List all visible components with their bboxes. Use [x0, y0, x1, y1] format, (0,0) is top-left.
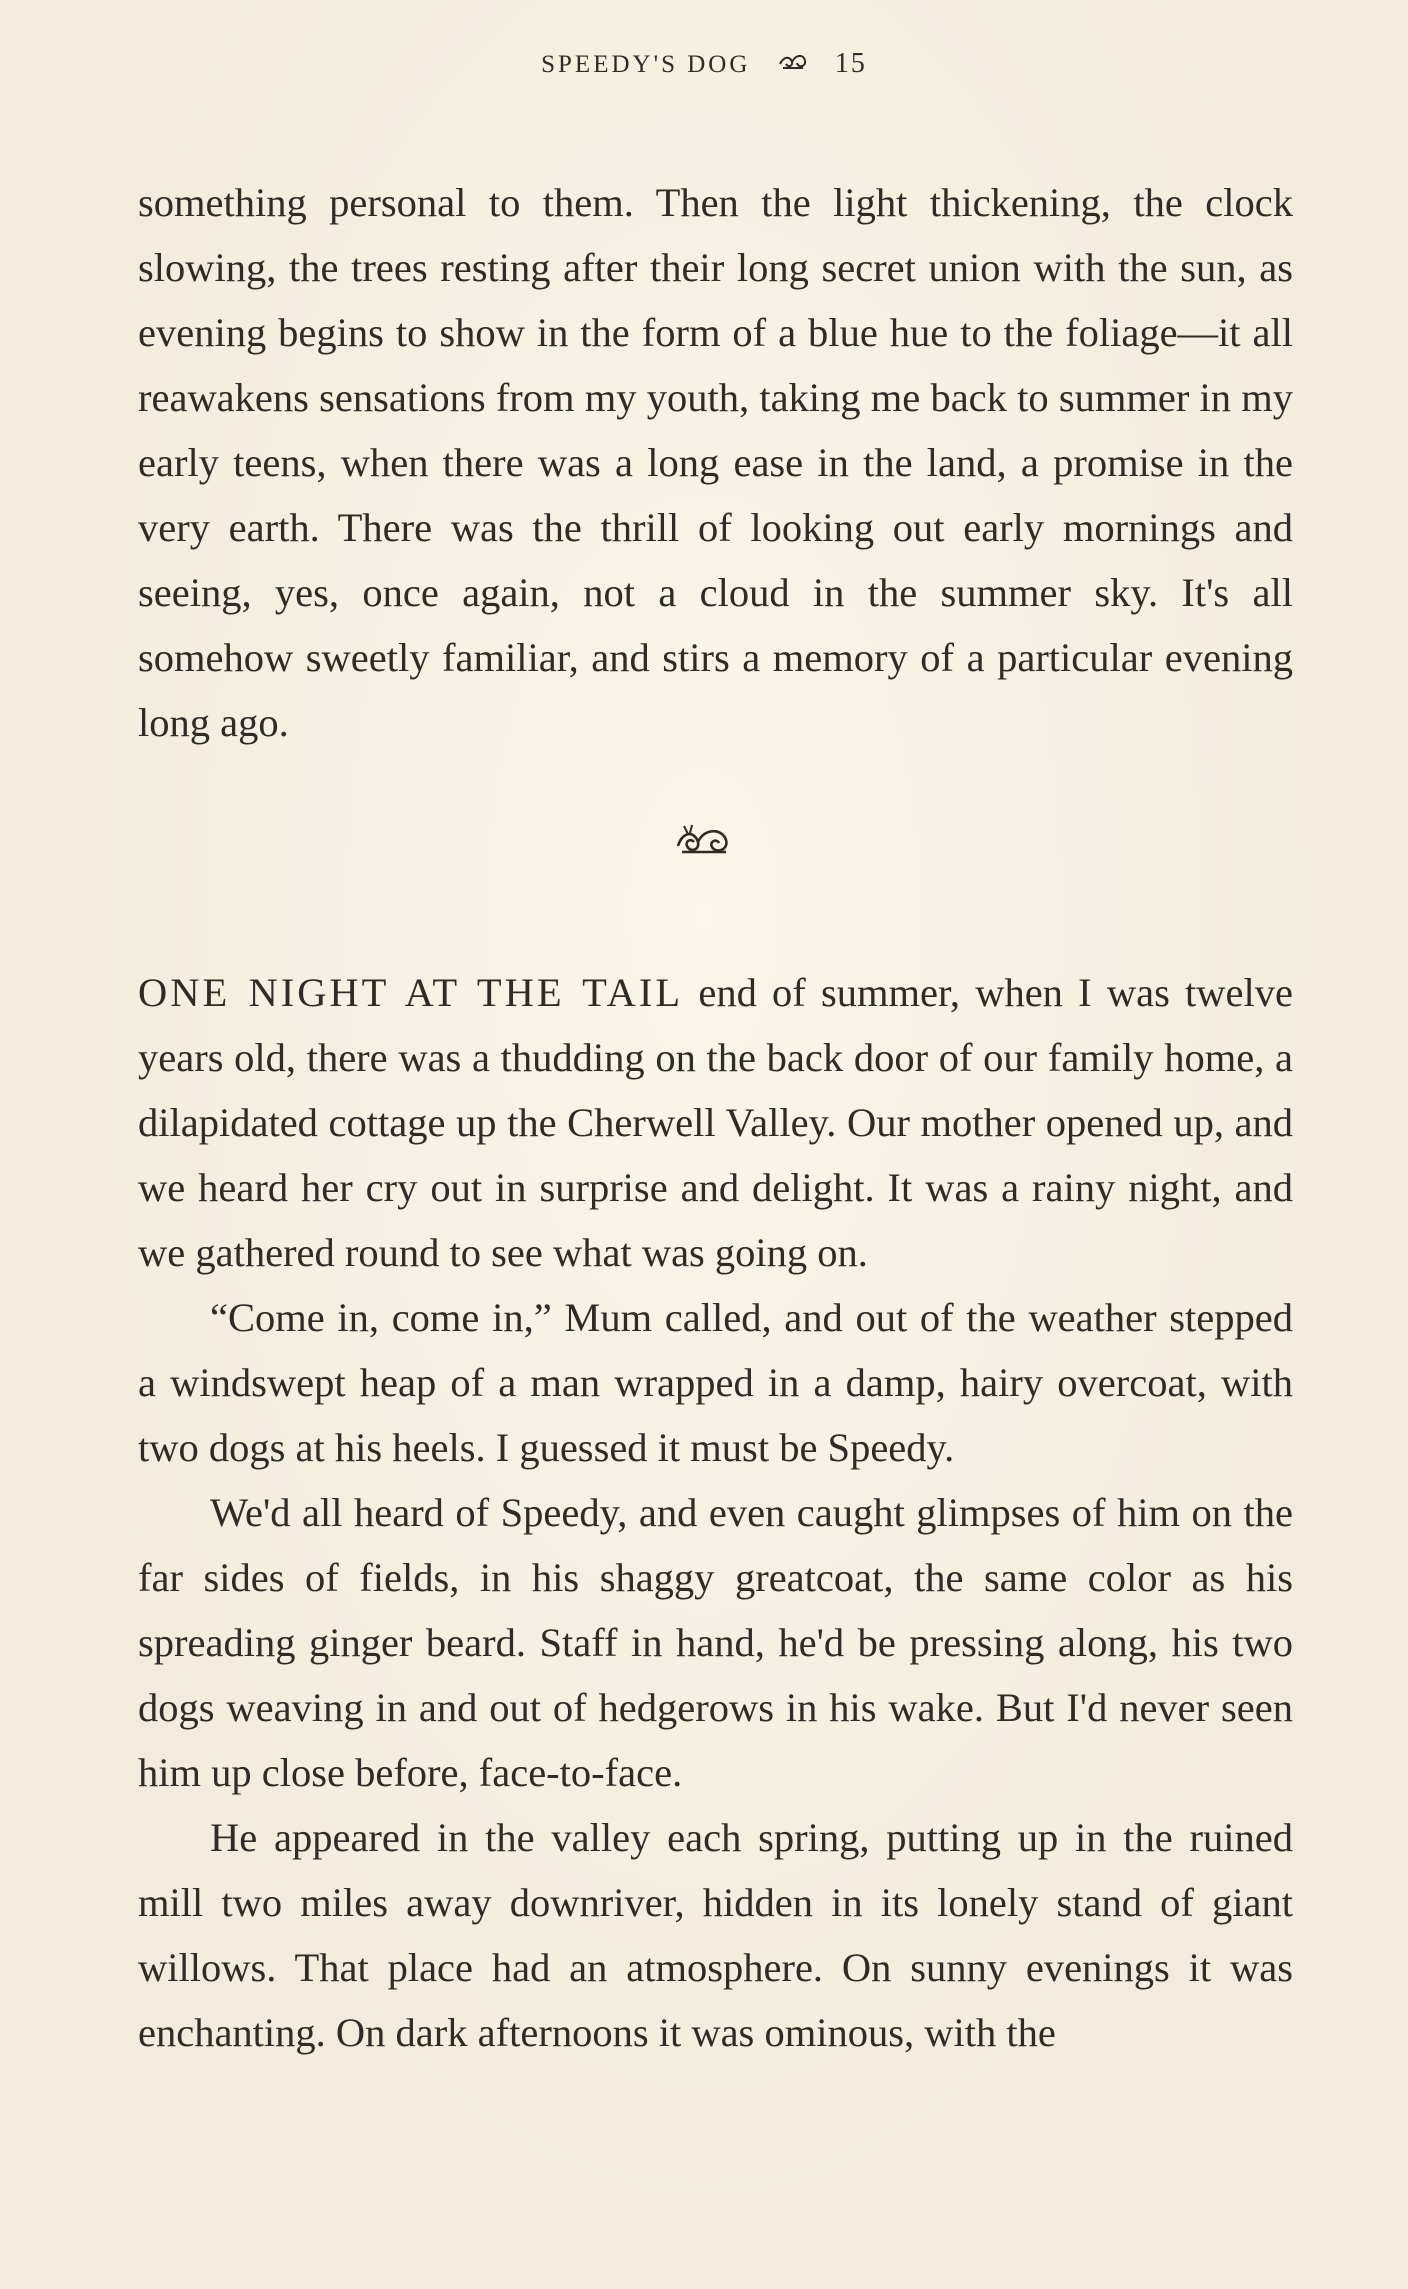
text-block-top — [138, 170, 1293, 755]
paragraph-come-in: “Come in, come in,” Mum called, and out of the weather stepped a windswept heap of a man wrapped in a damp, hairy overcoat, with two dogs at his heels. I guessed it must be Speedy. — [138, 1295, 1293, 1470]
page-number: 15 — [834, 48, 867, 79]
section-opening-paragraph — [138, 960, 1293, 1285]
running-head-title: SPEEDY'S DOG — [541, 51, 751, 78]
section-lead-in: ONE NIGHT AT THE TAIL — [138, 970, 684, 1015]
section-break-ornament-icon — [0, 820, 1408, 870]
running-head — [0, 48, 1408, 80]
paragraph-mill: He appeared in the valley each spring, putting up in the ruined mill two miles away downriver, hidden in its lonely stand of giant willows. That place had an atmosphere. On sunny evenings it was enchanting. On dark afternoons it was ominous, with the — [138, 1815, 1293, 2055]
paragraph-continued: something personal to them. Then the light thickening, the clock slowing, the trees resting after their long secret union with the sun, as evening begins to show in the form of a blue hue to the foliage—it all reawakens sensations from my youth, taking me back to summer in my early teens, when there was a long ease in the land, a promise in the very earth. There was the thrill of looking out early mornings and seeing, yes, once again, not a cloud in the summer sky. It's all somehow sweetly familiar, and stirs a memory of a particular evening long ago. — [138, 180, 1293, 745]
text-block-bottom — [138, 960, 1293, 2065]
paragraph-speedy: We'd all heard of Speedy, and even caught glimpses of him on the far sides of fields, in his shaggy greatcoat, the same color as his spreading ginger beard. Staff in hand, he'd be pressing along, his two dogs weaving in and out of hedgerows in his wake. But I'd never seen him up close before, face-to-face. — [138, 1490, 1293, 1795]
section-opening-text: end of summer, when I was twelve years old, there was a thudding on the back door of our family home, a dilapidated cottage up the Cherwell Valley. Our mother opened up, and we heard her cry out in surprise and delight. It was a rainy night, and we gathered round to see what was going on. — [138, 970, 1293, 1275]
head-ornament-icon — [778, 50, 808, 79]
